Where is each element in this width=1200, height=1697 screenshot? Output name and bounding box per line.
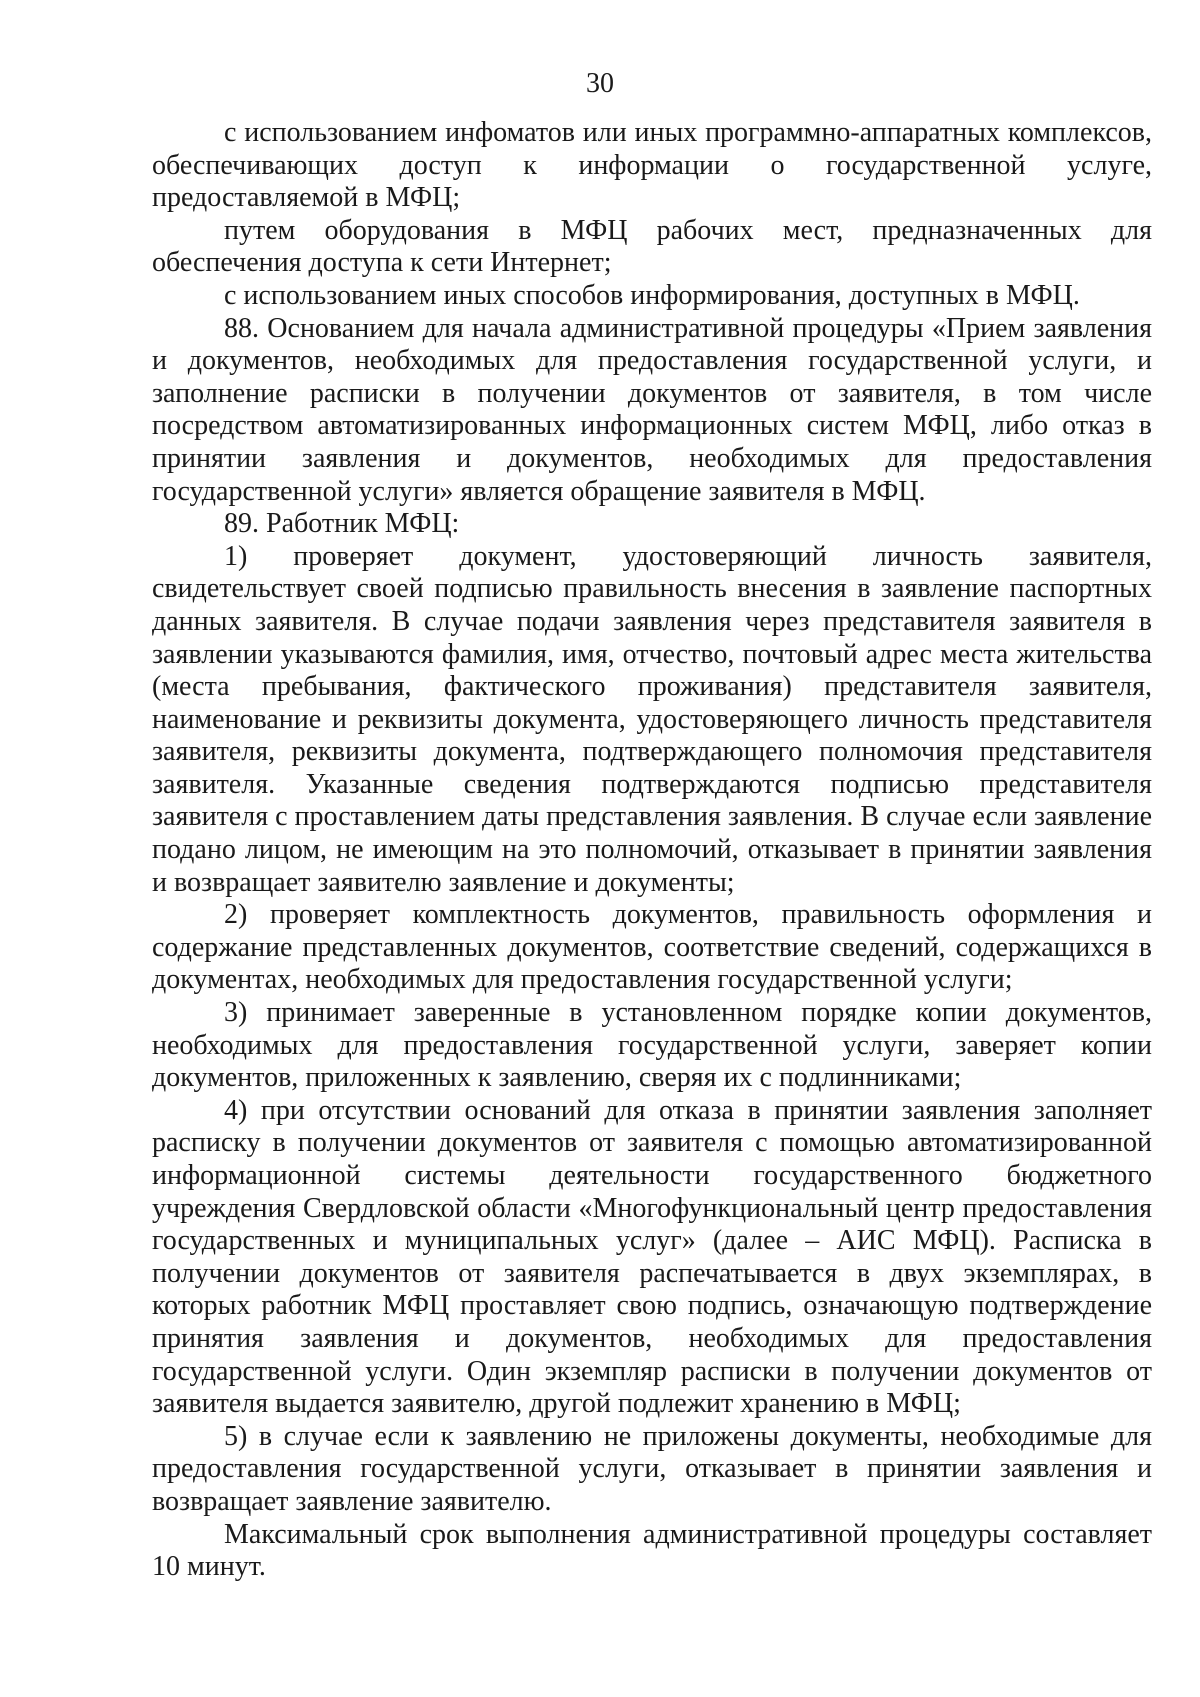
paragraph: 88. Основанием для начала административной процедуры «Прием заявления и документов, необходимых для предоставления государственной услуги, и заполнение расписки в получении документов от заявителя, в том числе посредством автоматизированных информационных систем МФЦ, либо отказ в принятии заявления и документов, необходимых для предоставления государственной услуги» является обращение заявителя в МФЦ.	[152, 312, 1152, 507]
paragraph: с использованием иных способов информирования, доступных в МФЦ.	[224, 279, 1080, 311]
paragraph: Максимальный срок выполнения административной процедуры составляет 10 минут.	[152, 1518, 1152, 1583]
paragraph: 5) в случае если к заявлению не приложены документы, необходимые для предоставления государственной услуги, отказывает в принятии заявления и возвращает заявление заявителю.	[152, 1420, 1152, 1517]
paragraph: путем оборудования в МФЦ рабочих мест, предназначенных для обеспечения доступа к сети Интернет;	[152, 214, 1152, 279]
page-number: 30	[586, 68, 614, 99]
paragraph: 1) проверяет документ, удостоверяющий личность заявителя, свидетельствует своей подписью правильность внесения в заявление паспортных данных заявителя. В случае подачи заявления через представителя заявителя в заявлении указываются фамилия, имя, отчество, почтовый адрес места жительства (места пребывания, фактического проживания) представителя заявителя, наименование и реквизиты документа, удостоверяющего личность представителя заявителя, реквизиты документа, подтверждающего полномочия представителя заявителя. Указанные сведения подтверждаются подписью представителя заявителя с проставлением даты представления заявления. В случае если заявление подано лицом, не имеющим на это полномочий, отказывает в принятии заявления и возвращает заявителю заявление и документы;	[152, 540, 1152, 898]
paragraph: 4) при отсутствии оснований для отказа в принятии заявления заполняет расписку в получении документов от заявителя с помощью автоматизированной информационной системы деятельности государственного бюджетного учреждения Свердловской области «Многофункциональный центр предоставления государственных и муниципальных услуг» (далее – АИС МФЦ). Расписка в получении документов от заявителя распечатывается в двух экземплярах, в которых работник МФЦ проставляет свою подпись, означающую подтверждение принятия заявления и документов, необходимых для предоставления государственной услуги. Один экземпляр расписки в получении документов от заявителя выдается заявителю, другой подлежит хранению в МФЦ;	[152, 1094, 1152, 1420]
paragraph: 89. Работник МФЦ:	[224, 508, 460, 540]
paragraph: 3) принимает заверенные в установленном порядке копии документов, необходимых для предоставления государственной услуги, заверяет копии документов, приложенных к заявлению, сверяя их с подлинниками;	[152, 997, 1152, 1094]
document-body	[152, 117, 1152, 1584]
paragraph: 2) проверяет комплектность документов, правильность оформления и содержание представленных документов, соответствие сведений, содержащихся в документах, необходимых для предоставления государственной услуги;	[152, 899, 1152, 996]
paragraph: с использованием инфоматов или иных программно-аппаратных комплексов, обеспечивающих доступ к информации о государственной услуге, предоставляемой в МФЦ;	[152, 117, 1152, 214]
